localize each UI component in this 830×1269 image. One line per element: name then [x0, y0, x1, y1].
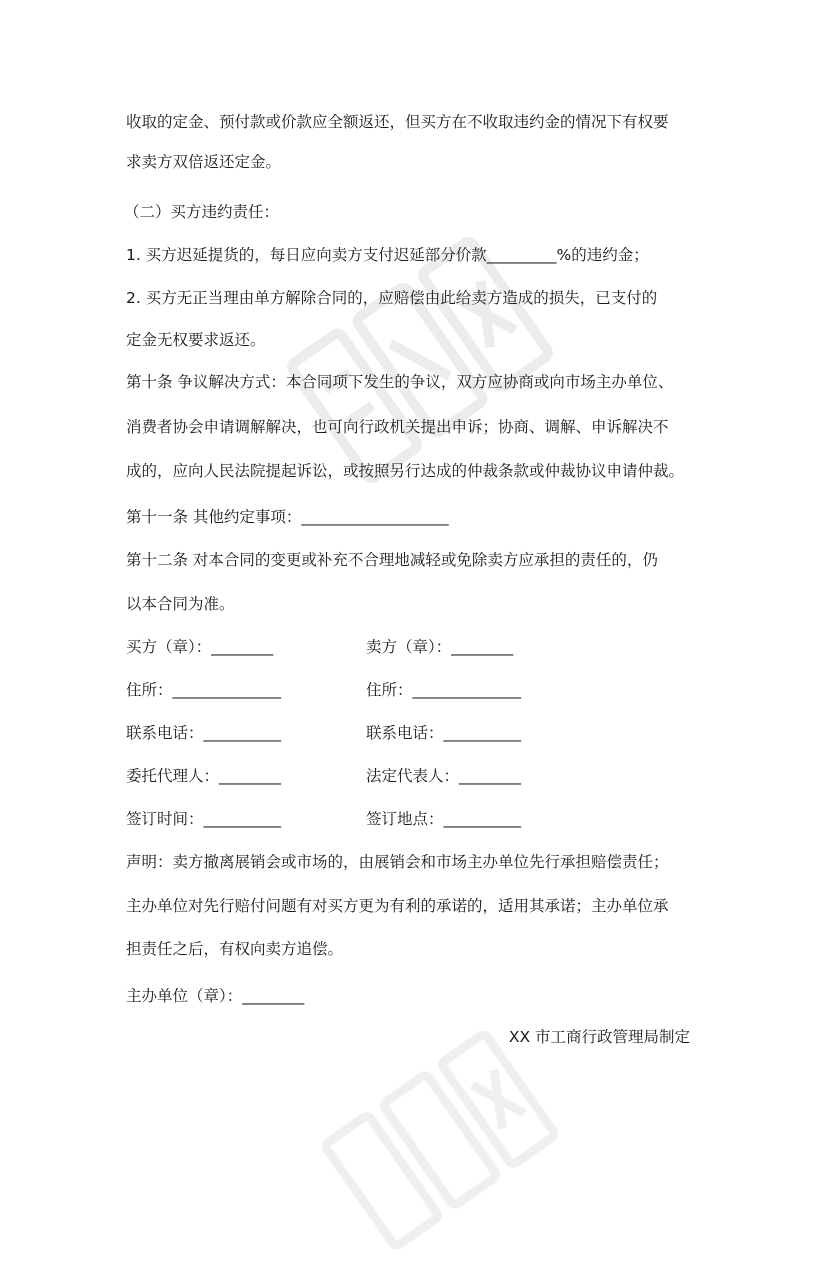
statement-line-2: 主办单位对先行赔付问题有对买方更为有利的承诺的，适用其承诺；主办单位承: [126, 897, 669, 915]
clause-item-1: 1. 买方迟延提货的，每日应向卖方支付迟延部分价款_________%的违约金；: [126, 246, 649, 264]
article-12-line-1: 第十二条 对本合同的变更或补充不合理地减轻或免除卖方应承担的责任的，仍: [126, 551, 658, 569]
article-12-line-2: 以本合同为准。: [126, 595, 235, 613]
clause-item-2-cont: 定金无权要求返还。: [126, 331, 266, 349]
paragraph-line-2: 求卖方双倍返还定金。: [126, 153, 282, 171]
signature-row-date-place: [126, 808, 706, 830]
clause-item-2: 2. 买方无正当理由单方解除合同的，应赔偿由此给卖方造成的损失，已支付的: [126, 289, 658, 307]
statement-line-1: 声明：卖方撤离展销会或市场的，由展销会和市场主办单位先行承担赔偿责任；: [126, 853, 669, 871]
statement-line-3: 担责任之后，有权向卖方追偿。: [126, 940, 344, 958]
seller-address-field: 住所：______________: [366, 681, 522, 699]
signature-row-representative: [126, 765, 706, 787]
signing-date-field: 签订时间：__________: [126, 810, 282, 828]
signing-place-field: 签订地点：__________: [366, 810, 522, 828]
seller-legal-rep-field: 法定代表人：________: [366, 767, 522, 785]
buyer-address-field: 住所：______________: [126, 681, 282, 699]
seller-seal-field: 卖方（章）：________: [366, 638, 514, 656]
organizer-seal-field: 主办单位（章）：________: [126, 987, 305, 1005]
buyer-agent-field: 委托代理人：________: [126, 767, 282, 785]
seller-phone-field: 联系电话：__________: [366, 724, 522, 742]
article-10-line-2: 消费者协会申请调解解决，也可向行政机关提出申诉；协商、调解、申诉解决不: [126, 418, 669, 436]
signature-row-phone: [126, 722, 706, 744]
article-10-line-1: 第十条 争议解决方式：本合同项下发生的争议，双方应协商或向市场主办单位、: [126, 373, 674, 391]
section-heading-buyer-liability: （二）买方违约责任：: [124, 203, 280, 221]
article-11: 第十一条 其他约定事项：___________________: [126, 508, 449, 526]
buyer-phone-field: 联系电话：__________: [126, 724, 282, 742]
issuer-label: XX 市工商行政管理局制定: [508, 1028, 690, 1046]
paragraph-line-1: 收取的定金、预付款或价款应全额返还，但买方在不收取违约金的情况下有权要: [126, 113, 669, 131]
signature-row-address: [126, 679, 706, 701]
watermark-logo-bottom: [304, 1011, 576, 1268]
buyer-seal-field: 买方（章）：________: [126, 638, 274, 656]
article-10-line-3: 成的，应向人民法院提起诉讼，或按照另行达成的仲裁条款或仲裁协议申请仲裁。: [126, 462, 685, 480]
signature-row-seal: [126, 636, 706, 658]
